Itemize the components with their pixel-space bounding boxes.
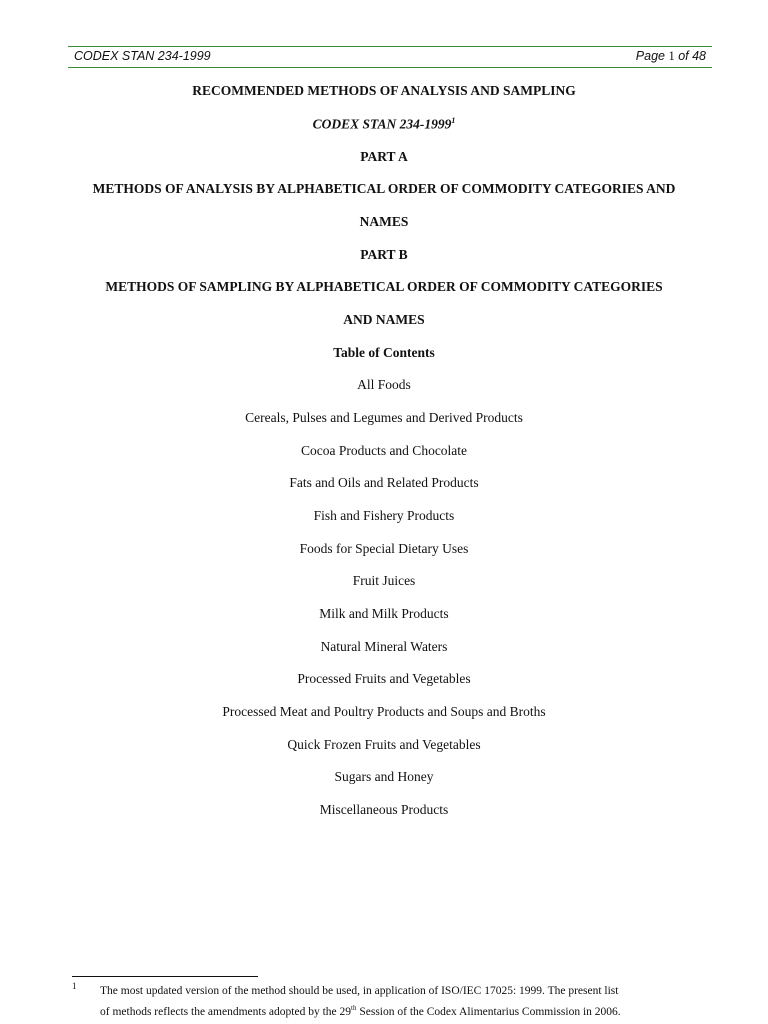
footnote-line-2: of methods reflects the amendments adopted by the 29th Session of the Codex Alimentarius Commission in 2006.: [100, 1004, 621, 1018]
toc-item[interactable]: Miscellaneous Products: [319, 802, 449, 817]
toc-item[interactable]: Fats and Oils and Related Products: [289, 475, 479, 490]
running-header: [68, 46, 712, 68]
toc-item[interactable]: Fish and Fishery Products: [313, 508, 455, 523]
footnote-ref[interactable]: 1: [451, 116, 456, 125]
part-a-description-line-2: NAMES: [359, 214, 409, 229]
toc-heading: Table of Contents: [333, 345, 435, 360]
toc-item[interactable]: Foods for Special Dietary Uses: [299, 541, 469, 556]
footnote-number: 1: [72, 981, 77, 991]
footnote-line-1: The most updated version of the method should be used, in application of ISO/IEC 17025: 1999. The present list: [100, 985, 619, 997]
toc-item[interactable]: Sugars and Honey: [334, 769, 434, 784]
toc-item[interactable]: Natural Mineral Waters: [320, 639, 448, 654]
footnote-separator: [72, 976, 258, 977]
toc-item[interactable]: Fruit Juices: [352, 573, 416, 588]
toc-item[interactable]: Quick Frozen Fruits and Vegetables: [287, 737, 481, 752]
toc-item[interactable]: Milk and Milk Products: [319, 606, 449, 621]
codex-standard-title: CODEX STAN 234-1999$^1$: [312, 116, 456, 132]
document-title: RECOMMENDED METHODS OF ANALYSIS AND SAMPLING: [192, 83, 576, 98]
part-b-description-line-1: METHODS OF SAMPLING BY ALPHABETICAL ORDER OF COMMODITY CATEGORIES: [105, 279, 663, 294]
toc-item[interactable]: Processed Meat and Poultry Products and Soups and Broths: [222, 704, 546, 719]
toc-item[interactable]: All Foods: [357, 377, 411, 392]
header-document-code: CODEX STAN 234-1999: [74, 49, 211, 63]
toc-item[interactable]: Cereals, Pulses and Legumes and Derived Products: [245, 410, 523, 425]
part-a-description-line-1: METHODS OF ANALYSIS BY ALPHABETICAL ORDER OF COMMODITY CATEGORIES AND: [92, 181, 676, 196]
toc-item[interactable]: Processed Fruits and Vegetables: [297, 671, 471, 686]
header-page-indicator: Page 1 of 48: [635, 49, 706, 63]
page-number: 1: [668, 49, 675, 63]
part-b-heading: PART B: [360, 247, 408, 262]
toc-item[interactable]: Cocoa Products and Chocolate: [300, 443, 468, 458]
part-a-heading: PART A: [360, 149, 408, 164]
footnote-text: [100, 983, 700, 1021]
part-b-description-line-2: AND NAMES: [343, 312, 425, 327]
